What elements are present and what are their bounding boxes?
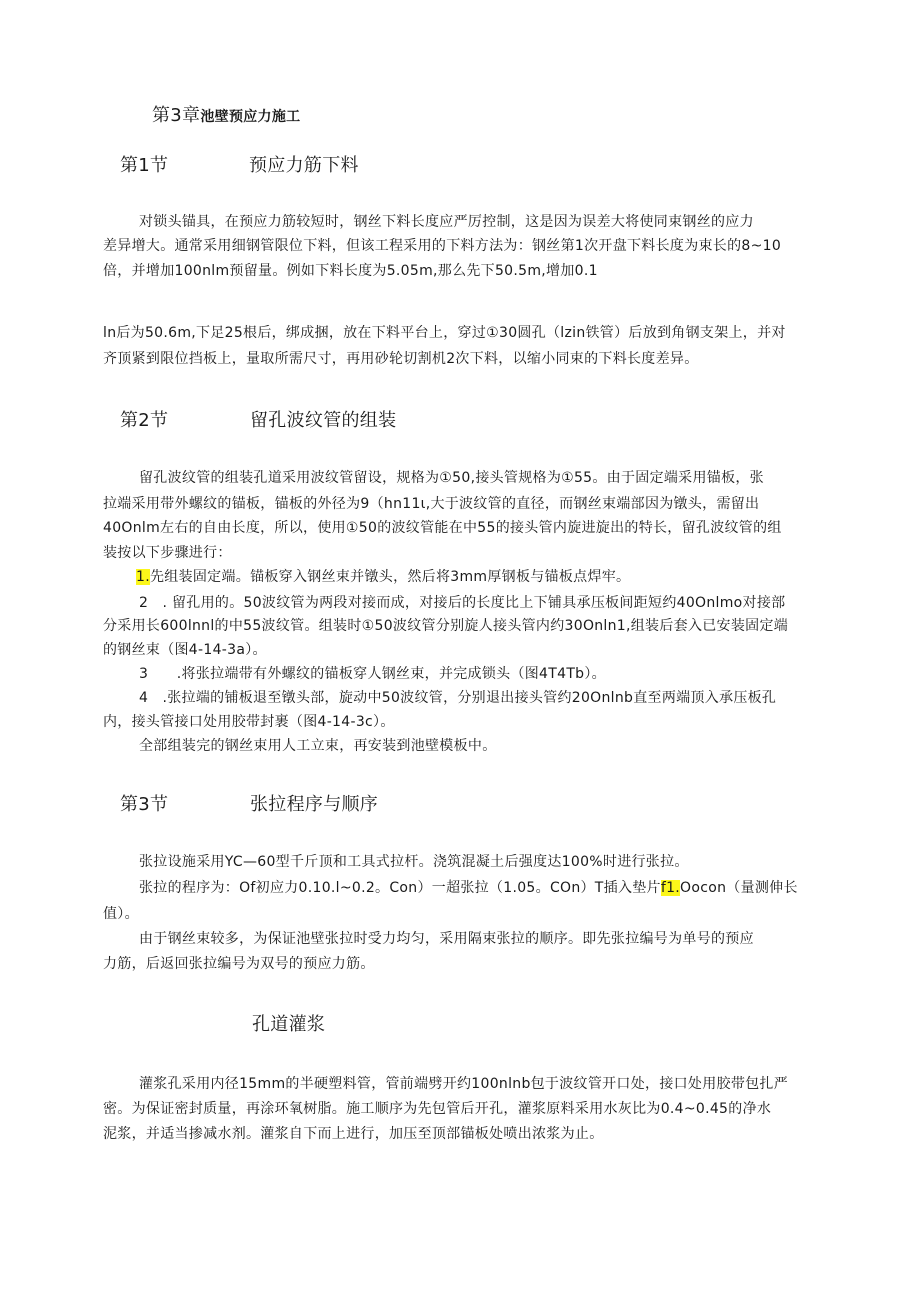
- paragraph-line: 3 .将张拉端带有外螺纹的锚板穿人钢丝束，并完成锁头（图4T4Tb）。: [139, 666, 606, 682]
- chapter-prefix: 第3章: [152, 105, 201, 126]
- paragraph-line: 灌浆孔采用内径15mm的半硬塑料管，管前端劈开约100nlnb包于波纹管开口处，接口处用胶带包扎严: [139, 1076, 789, 1092]
- paragraph-line: 的钢丝束（图4-14-3a）。: [103, 642, 267, 658]
- chapter-title: 池壁预应力施工: [200, 109, 301, 125]
- paragraph-line: 4 .张拉端的铺板退至镦头部，旋动中50波纹管，分别退出接头管约20Onlnb直至两端顶入承压板孔: [139, 690, 777, 706]
- section-heading-3: [120, 794, 379, 816]
- paragraph-line: 内，接头管接口处用胶带封裹（图4-14-3c）。: [103, 714, 395, 730]
- paragraph-line-with-highlight: [139, 879, 798, 897]
- step-text: 先组装固定端。锚板穿入钢丝束并镦头，然后将3mm厚钢板与锚板点焊牢。: [149, 569, 631, 585]
- section-title: 留孔波纹管的组装: [250, 410, 397, 431]
- step-number-highlight: 1.: [136, 569, 150, 585]
- paragraph-line: 张拉设施采用YC—60型千斤顶和工具式拉杆。浇筑混凝土后强度达100%时进行张拉。: [139, 854, 689, 870]
- section-number: 第3节: [120, 794, 169, 815]
- paragraph-line: 装按以下步骤进行：: [103, 545, 232, 561]
- paragraph-line: 差异增大。通常采用细钢管限位下料，但该工程采用的下料方法为：钢丝第1次开盘下料长度为束长的8~10: [103, 238, 782, 254]
- paragraph-line: 留孔波纹管的组装孔道采用波纹管留设，规格为①50,接头管规格为①55。由于固定端采用锚板，张: [139, 470, 764, 486]
- section-number: 第2节: [120, 410, 169, 431]
- paragraph-line: 分采用长600lnnl的中55波纹管。组装时①50波纹管分别旋人接头管内约30Onln1,组装后套入已安装固定端: [103, 618, 789, 634]
- section-heading-4: [252, 1014, 325, 1036]
- paragraph-line: 由于钢丝束较多，为保证池壁张拉时受力均匀，采用隔束张拉的顺序。即先张拉编号为单号的预应: [139, 931, 754, 947]
- paragraph-line: 力筋，后返回张拉编号为双号的预应力筋。: [103, 956, 375, 972]
- highlighted-text: f1.: [660, 880, 681, 896]
- paragraph-line: 密。为保证密封质量，再涂环氧树脂。施工顺序为先包管后开孔，灌浆原料采用水灰比为0.4~0.45的净水: [103, 1101, 772, 1117]
- paragraph-line: 泥浆，并适当掺减水剂。灌浆自下而上进行，加压至顶部锚板处喷出浓浆为止。: [103, 1126, 604, 1142]
- text-run: 张拉的程序为：Of初应力0.10.l~0.2。Con）一超张拉（1.05。COn）T插入垫片: [139, 880, 661, 896]
- paragraph-line: 40Onlm左右的自由长度，所以，使用①50的波纹管能在中55的接头管内旋进旋出的特长，留孔波纹管的组: [103, 520, 782, 536]
- text-run: Oocon（量测伸长: [680, 880, 798, 896]
- section-heading-1: [120, 155, 359, 177]
- step-1: [136, 568, 630, 586]
- paragraph-line: 齐顶紧到限位挡板上，量取所需尺寸，再用砂轮切割机2次下料，以缩小同束的下料长度差异。: [103, 351, 699, 367]
- section-title: 预应力筋下料: [249, 155, 359, 176]
- paragraph-line: ln后为50.6m,下足25根后，绑成捆，放在下料平台上，穿过①30圆孔（lzin铁管）后放到角钢支架上，并对: [103, 325, 786, 341]
- paragraph-line: 全部组装完的钢丝束用人工立束，再安装到池壁模板中。: [139, 738, 497, 754]
- paragraph-line: 对锁头锚具，在预应力筋较短时，钢丝下料长度应严厉控制，这是因为误差大将使同束钢丝的应力: [139, 214, 754, 230]
- paragraph-line: 2 . 留孔用的。50波纹管为两段对接而成，对接后的长度比上下铺具承压板间距短约40Onlmo对接部: [139, 595, 786, 611]
- chapter-heading: [152, 105, 300, 128]
- paragraph-line: 倍，并增加100nlm预留量。例如下料长度为5.05m,那么先下50.5m,增加0.1: [103, 263, 598, 279]
- section-heading-2: [120, 410, 397, 432]
- paragraph-line: 拉端采用带外螺纹的锚板，锚板的外径为9（hn11ι,大于波纹管的直径，而钢丝束端部因为镦头，需留出: [103, 496, 760, 512]
- section-number: 第1节: [120, 155, 169, 176]
- section-title: 孔道灌浆: [252, 1014, 326, 1035]
- paragraph-line: 值）。: [103, 906, 139, 922]
- section-title: 张拉程序与顺序: [250, 794, 379, 815]
